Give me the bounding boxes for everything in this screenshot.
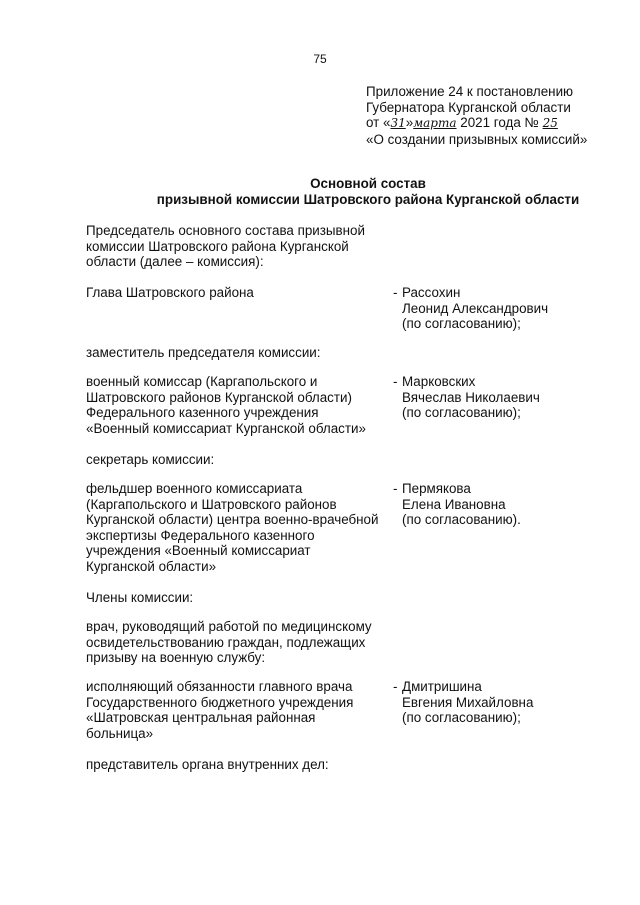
handwritten-month: марта: [413, 116, 457, 131]
appendix-text: 2021 года №: [456, 115, 543, 131]
text-line: экспертизы Федерального казенного: [86, 527, 315, 543]
appendix-line: «О создании призывных комиссий»: [366, 131, 588, 147]
doctor-position: [86, 679, 392, 741]
doctor-heading: [86, 619, 392, 666]
text-line: Федерального казенного учреждения: [86, 405, 319, 421]
dash: -: [393, 481, 398, 496]
text-line: больница»: [86, 725, 154, 741]
text-line: Государственного бюджетного учреждения: [86, 694, 354, 710]
appendix-line: Губернатора Курганской области: [366, 99, 571, 115]
agreement-note: (по согласованию).: [402, 512, 521, 528]
text-line: комиссии Шатровского района Курганской: [86, 238, 349, 254]
agreement-note: (по согласованию);: [402, 316, 521, 332]
text-line: врач, руководящий работой по медицинскому: [86, 619, 372, 634]
deputy-position: [86, 374, 392, 436]
appendix-text: »: [405, 115, 414, 131]
agreement-note: (по согласованию);: [402, 710, 521, 726]
text-line: области (далее – комиссия):: [86, 254, 264, 270]
text-line: учреждения «Военный комиссариат: [86, 543, 311, 559]
text-line: Курганской области) центра военно-врачебной: [86, 512, 379, 528]
chairman-name: [393, 285, 603, 332]
text-line: исполняющий обязанности главного врача: [86, 679, 353, 694]
text-line: Председатель основного состава призывной: [86, 223, 365, 238]
name-line: [393, 374, 603, 390]
document-title: [90, 176, 640, 208]
name-line: [393, 481, 603, 497]
dash: -: [393, 679, 398, 694]
given-names: Елена Ивановна: [402, 496, 506, 512]
surname: Рассохин: [402, 285, 461, 300]
text-line: Члены комиссии:: [86, 590, 194, 605]
text-line: Курганской области»: [86, 558, 217, 574]
members-heading: [86, 590, 392, 606]
appendix-line: Приложение 24 к постановлению: [366, 84, 574, 99]
secretary-heading: [86, 452, 392, 468]
chairman-position: [86, 285, 392, 301]
appendix-date-line: [366, 115, 636, 132]
surname: Дмитришина: [402, 679, 482, 694]
handwritten-day: 31: [390, 116, 406, 131]
title-line: Основной состав: [310, 176, 426, 191]
name-line: [393, 679, 603, 695]
surname: Марковских: [402, 374, 476, 389]
given-names: Вячеслав Николаевич: [402, 389, 540, 405]
page-number: 75: [313, 52, 327, 66]
title-line: призывной комиссии Шатровского района Курганской области: [156, 192, 580, 207]
text-line: фельдшер военного комиссариата: [86, 481, 303, 496]
handwritten-number: 25: [542, 116, 558, 131]
doctor-name: [393, 679, 603, 726]
text-line: освидетельствованию граждан, подлежащих: [86, 634, 366, 650]
given-names: Евгения Михайловна: [402, 694, 534, 710]
text-line: Шатровского районов Курганской области): [86, 389, 352, 405]
text-line: «Шатровская центральная районная: [86, 710, 316, 726]
agreement-note: (по согласованию);: [402, 405, 521, 421]
dash: -: [393, 374, 398, 389]
text-line: (Каргапольского и Шатровского районов: [86, 496, 337, 512]
chairman-heading: [86, 223, 392, 270]
text-line: Глава Шатровского района: [86, 285, 254, 300]
secretary-name: [393, 481, 603, 528]
given-names: Леонид Александрович: [402, 300, 549, 316]
surname: Пермякова: [402, 481, 471, 496]
text-line: представитель органа внутренних дел:: [86, 757, 329, 772]
dash: -: [393, 285, 398, 300]
appendix-header: [366, 84, 636, 147]
police-heading: [86, 757, 392, 773]
text-line: военный комиссар (Каргапольского и: [86, 374, 318, 389]
text-line: секретарь комиссии:: [86, 452, 215, 467]
deputy-heading: [86, 345, 392, 361]
name-line: [393, 285, 603, 301]
text-line: заместитель председателя комиссии:: [86, 345, 321, 360]
text-line: «Военный комиссариат Курганской области»: [86, 420, 366, 436]
text-line: призыву на военную службу:: [86, 650, 266, 666]
deputy-name: [393, 374, 603, 421]
secretary-position: [86, 481, 392, 575]
appendix-text: от «: [366, 115, 391, 131]
